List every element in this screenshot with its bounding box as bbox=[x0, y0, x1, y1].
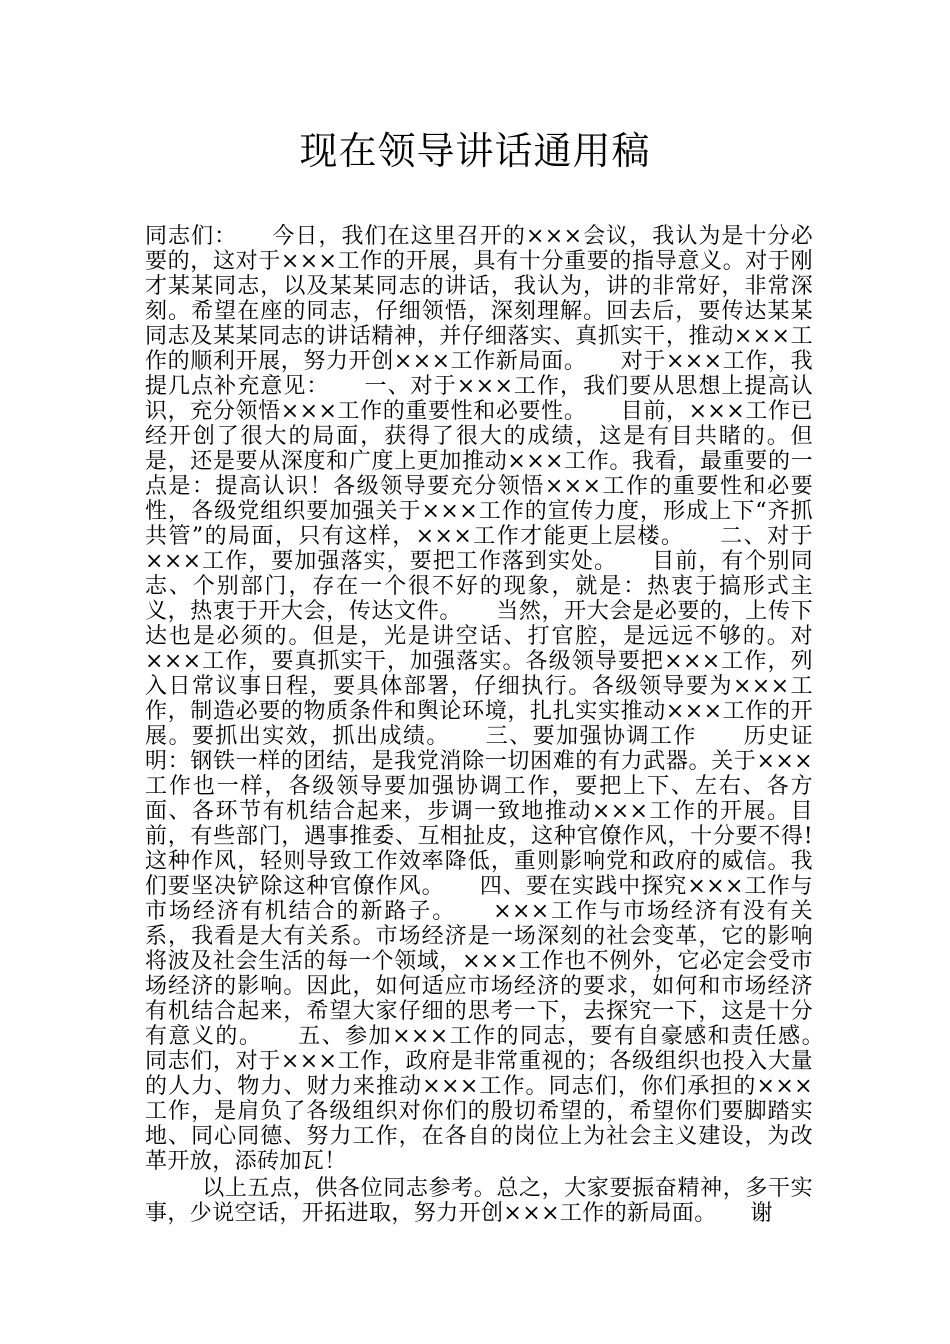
closing-paragraph: 以上五点，供各位同志参考。总之，大家要振奋精神，多干实事，少说空话，开拓进取，努力开创×××工作的新局面。 谢 bbox=[145, 1176, 813, 1226]
document-title: 现在领导讲话通用稿 bbox=[299, 129, 651, 173]
body-paragraph: 同志们： 今日，我们在这里召开的×××会议，我认为是十分必要的，这对于×××工作的开展，具有十分重要的指导意义。对于刚才某某同志，以及某某同志的讲话，我认为，讲的非常好，非常深刻。希望在座的同志，仔细领悟，深刻理解。回去后，要传达某某同志及某某同志的讲话精神，并仔细落实、真抓实干，推动×××工作的顺利开展，努力开创×××工作新局面。 对于×××工作，我提几点补充意见： 一、对于×××工作，我们要从思想上提高认识，充分领悟×××工作的重要性和必要性。 目前，×××工作已经开创了很大的局面，获得了很大的成绩，这是有目共睹的。但是，还是要从深度和广度上更加推动×××工作。我看，最重要的一点是：提高认识！各级领导要充分领悟×××工作的重要性和必要性，各级党组织要加强关于×××工作的宣传力度，形成上下“齐抓共管”的局面，只有这样，×××工作才能更上层楼。 二、对于×××工作，要加强落实，要把工作落到实处。 目前，有个别同志、个别部门，存在一个很不好的现象，就是：热衷于搞形式主义，热衷于开大会，传达文件。 当然，开大会是必要的，上传下达也是必须的。但是，光是讲空话、打官腔，是远远不够的。对×××工作，要真抓实干，加强落实。各级领导要把×××工作，列入日常议事日程，要具体部署，仔细执行。各级领导要为×××工作，制造必要的物质条件和舆论环境，扎扎实实推动×××工作的开展。要抓出实效，抓出成绩。 三、要加强协调工作 历史证明：钢铁一样的团结，是我党消除一切困难的有力武器。关于×××工作也一样，各级领导要加强协调工作，要把上下、左右、各方面、各环节有机结合起来，步调一致地推动×××工作的开展。目前，有些部门，遇事推委、互相扯皮，这种官僚作风，十分要不得!这种作风，轻则导致工作效率降低，重则影响党和政府的威信。我们要坚决铲除这种官僚作风。 四、要在实践中探究×××工作与市场经济有机结合的新路子。 ×××工作与市场经济有没有关系，我看是大有关系。市场经济是一场深刻的社会变革，它的影响将波及社会生活的每一个领域，×××工作也不例外，它必定会受市场经济的影响。因此，如何适应市场经济的要求，如何和市场经济有机结合起来，希望大家仔细的思考一下，去探究一下，这是十分有意义的。 五、参加×××工作的同志，要有自豪感和责任感。 同志们，对于×××工作，政府是非常重视的；各级组织也投入大量的人力、物力、财力来推动×××工作。同志们，你们承担的×××工作，是肩负了各级组织对你们的殷切希望的，希望你们要脚踏实地、同心同德、努力工作，在各自的岗位上为社会主义建设，为改革开放，添砖加瓦！ bbox=[145, 224, 858, 1174]
document-body bbox=[145, 224, 858, 1226]
